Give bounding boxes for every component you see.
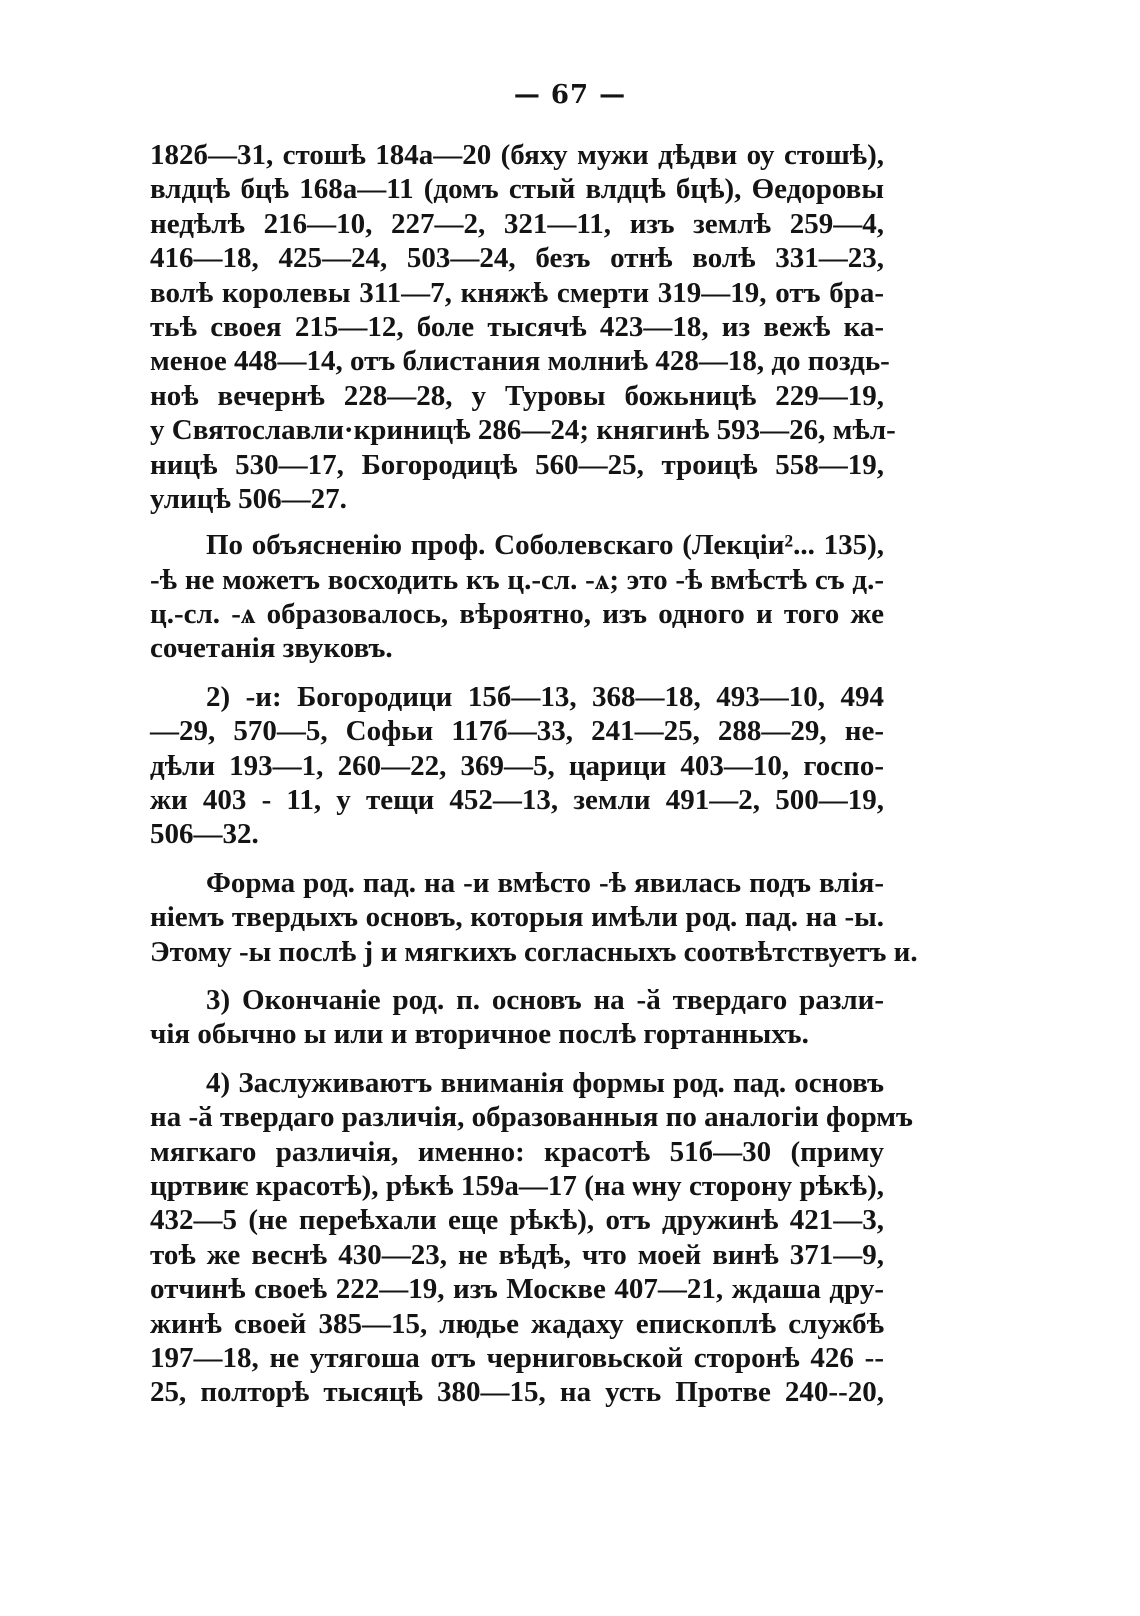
paragraph-1 (150, 138, 896, 516)
paragraph-5 (150, 983, 884, 1017)
text-line: ницѣ 530—17, Богородицѣ 560—25, троицѣ 558—19, (150, 448, 884, 481)
text-line: сочетанія звуковъ. (150, 632, 393, 665)
text-line: 4) Заслуживаютъ вниманія формы род. пад. основъ (206, 1066, 884, 1099)
paragraph-3-cont (150, 714, 884, 852)
paragraph-4-cont (150, 900, 918, 969)
text-line: 3) Окончаніе род. п. основъ на -ӑ твердаго разли- (206, 983, 884, 1016)
text-line: ноѣ вечернѣ 228—28, у Туровы божьницѣ 229—19, (150, 379, 884, 412)
page-number: — 67 — (513, 80, 627, 110)
text-line: на -ӑ твердаго различія, образованныя по аналогіи формъ (150, 1101, 913, 1134)
text-line: ніемъ твердыхъ основъ, которыя имѣли род. пад. на -ы. (150, 901, 884, 934)
paragraph-3 (150, 680, 884, 714)
text-line: 182б—31, стошѣ 184а—20 (бяху мужи дѣдви оу стошѣ), (150, 139, 884, 171)
text-line: волѣ королевы 311—7, княжѣ смерти 319—19, отъ бра- (150, 276, 884, 309)
text-line: Этому -ы послѣ j и мягкихъ согласныхъ соотвѣтствуетъ и. (150, 935, 918, 968)
text-line: тьѣ своея 215—12, боле тысячѣ 423—18, из вежѣ ка- (150, 310, 884, 343)
text-line: ц.-сл. -ѧ образовалось, вѣроятно, изъ одного и того же (150, 598, 884, 631)
paragraph-5-cont (150, 1017, 884, 1051)
paragraph-2-cont (150, 563, 884, 666)
text-line: тоѣ же веснѣ 430—23, не вѣдѣ, что моей винѣ 371—9, (150, 1238, 884, 1271)
text-line: дѣли 193—1, 260—22, 369—5, царици 403—10, госпо- (150, 749, 884, 782)
text-line: 432—5 (не переѣхали еще рѣкѣ), отъ дружинѣ 421—3, (150, 1204, 884, 1237)
paragraph-2 (150, 528, 884, 562)
text-line: улицѣ 506—27. (150, 482, 347, 515)
text-line: —29, 570—5, Софьи 117б—33, 241—25, 288—29, не- (150, 715, 884, 748)
text-line: жинѣ своей 385—15, людье жадаху епископлѣ службѣ (150, 1307, 884, 1340)
text-line: у Святославли·криницѣ 286—24; княгинѣ 593—26, мѣл- (150, 414, 896, 447)
paragraph-4 (150, 866, 884, 900)
text-line: 416—18, 425—24, 503—24, безъ отнѣ волѣ 331—23, (150, 242, 884, 275)
text-line: 25, полторѣ тысяцѣ 380—15, на усть Протве 240--20, (150, 1376, 884, 1409)
text-line: -ѣ не можетъ восходить къ ц.-сл. -ѧ; это -ѣ вмѣстѣ съ д.- (150, 563, 884, 596)
text-line: Форма род. пад. на -и вмѣсто -ѣ явилась подъ влія- (206, 866, 884, 899)
text-line: цртвиѥ красотѣ), рѣкѣ 159а—17 (на ѡну сторону рѣкѣ), (150, 1169, 884, 1202)
text-line: влдцѣ бцѣ 168а—11 (домъ стый влдцѣ бцѣ), Өедоровы (150, 173, 884, 206)
paragraph-6 (150, 1066, 884, 1100)
text-line: отчинѣ своеѣ 222—19, изъ Москве 407—21, ждаша дру- (150, 1273, 884, 1306)
text-line: 197—18, не утягоша отъ черниговьской сторонѣ 426 -- (150, 1341, 884, 1374)
paragraph-6-cont (150, 1100, 913, 1410)
text-line: жи 403 - 11, у тещи 452—13, земли 491—2, 500—19, (150, 784, 884, 817)
text-line: меное 448—14, отъ блистания молниѣ 428—18, до поздь- (150, 345, 890, 378)
text-line: 506—32. (150, 818, 259, 851)
text-line: По объясненію проф. Соболевскаго (Лекціи²... 135), (206, 529, 884, 562)
page-body (150, 138, 918, 1410)
text-line: недѣлѣ 216—10, 227—2, 321—11, изъ землѣ 259—4, (150, 207, 884, 240)
text-line: мягкаго различія, именно: красотѣ 51б—30 (приму (150, 1135, 884, 1168)
text-line: 2) -и: Богородици 15б—13, 368—18, 493—10, 494 (206, 680, 884, 713)
text-line: чія обычно ы или и вторичное послѣ гортанныхъ. (150, 1018, 809, 1051)
